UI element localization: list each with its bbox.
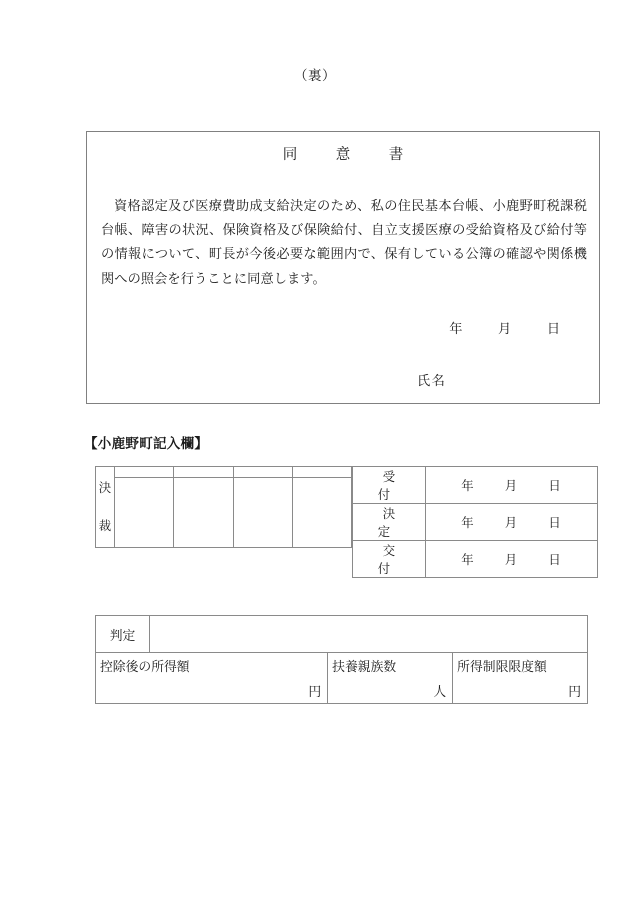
issue-day: 日	[548, 553, 562, 567]
approval-slot-body-2[interactable]	[174, 478, 233, 548]
income-limit-cell[interactable]	[453, 653, 588, 704]
income-after-deduction-label: 控除後の所得額	[100, 660, 190, 674]
issue-row-label: 交 付	[353, 541, 426, 578]
income-limit-unit: 円	[568, 685, 581, 699]
dependents-count-unit: 人	[433, 685, 447, 699]
receipt-year: 年	[461, 479, 475, 493]
approval-slot-head-3[interactable]	[233, 467, 292, 478]
consent-form-box	[86, 131, 600, 404]
approval-label-char-1: 決	[98, 480, 112, 495]
judgement-header-row	[96, 616, 588, 653]
consent-title: 同 意 書	[282, 147, 416, 163]
table-row	[353, 467, 598, 504]
receipt-row-label: 受 付	[353, 467, 426, 504]
approval-slot-body-1[interactable]	[115, 478, 174, 548]
town-entry-section-heading: 【小鹿野町記入欄】	[84, 436, 209, 451]
processing-date-table	[352, 466, 598, 578]
approval-table-row-body	[96, 478, 352, 548]
consent-date-day: 日	[546, 321, 561, 336]
approval-table-row-head	[96, 467, 352, 478]
consent-date-year: 年	[449, 321, 464, 336]
decision-month: 月	[504, 516, 519, 530]
table-row	[353, 541, 598, 578]
dependents-count-label: 扶養親族数	[332, 660, 397, 674]
approval-label-char-2: 裁	[98, 518, 112, 533]
receipt-row-date[interactable]	[426, 467, 598, 504]
consent-date-month: 月	[498, 321, 513, 336]
signature-name-label: 氏名	[417, 373, 447, 388]
approval-slot-head-2[interactable]	[174, 467, 233, 478]
consent-body-text: 資格認定及び医療費助成支給決定のため、私の住民基本台帳、小鹿野町税課税台帳、障害の状況、保険資格及び保険給付、自立支援医療の受給資格及び給付等の情報について、町長が今後必要な範囲内で、保有している公簿の確認や関係機関への照会を行うことに同意します。	[101, 198, 587, 286]
income-after-deduction-unit: 円	[308, 685, 322, 699]
approval-slot-body-3[interactable]	[233, 478, 292, 548]
decision-row-label: 決 定	[353, 504, 426, 541]
decision-row-date[interactable]	[426, 504, 598, 541]
issue-year: 年	[461, 553, 475, 567]
judgement-table	[95, 615, 588, 704]
receipt-day: 日	[548, 479, 562, 493]
decision-year: 年	[461, 516, 475, 530]
table-row	[353, 504, 598, 541]
income-after-deduction-cell[interactable]	[96, 653, 328, 704]
approval-label-cell	[96, 467, 115, 548]
dependents-count-cell[interactable]	[328, 653, 453, 704]
judgement-value-cell[interactable]	[150, 616, 588, 653]
judgement-label: 判定	[96, 616, 150, 653]
page-side-mark: （裏）	[294, 68, 336, 83]
issue-month: 月	[504, 553, 519, 567]
approval-slot-head-1[interactable]	[115, 467, 174, 478]
approval-table	[95, 466, 352, 548]
consent-date-line	[449, 318, 561, 337]
decision-day: 日	[548, 516, 562, 530]
receipt-month: 月	[504, 479, 519, 493]
judgement-amounts-row	[96, 653, 588, 704]
approval-slot-body-4[interactable]	[292, 478, 351, 548]
income-limit-label: 所得制限限度額	[457, 660, 547, 674]
issue-row-date[interactable]	[426, 541, 598, 578]
approval-slot-head-4[interactable]	[292, 467, 351, 478]
